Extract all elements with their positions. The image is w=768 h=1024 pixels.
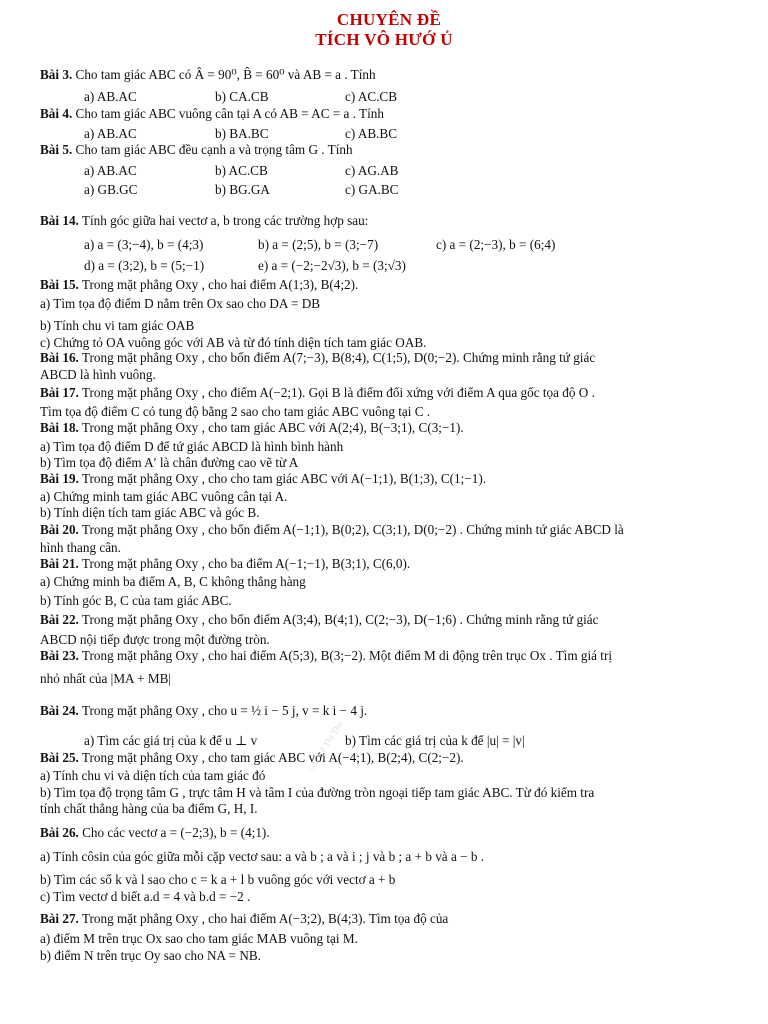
exercise-text: b) Tìm tọa độ trọng tâm G , trực tâm H và tâm I của đường tròn ngoại tiếp tam giác ABC. Từ đó kiểm tra [40,785,595,800]
exercise-label: Bài 20. [40,522,79,537]
exercise-line [40,825,740,841]
exercise-line [40,648,740,664]
exercise-text: ABCD nội tiếp được trong một đường tròn. [40,632,270,647]
exercise-line [84,258,768,274]
exercise-label: Bài 19. [40,471,79,486]
exercise-line [40,593,740,609]
exercise-line [40,455,740,471]
exercise-line [40,574,740,590]
exercise-label: Bài 21. [40,556,79,571]
exercise-line [84,163,768,179]
exercise-line [40,556,740,572]
exercise-option-b: b) BA.BC [215,126,269,141]
exercise-text: Trong mặt phẳng Oxy , cho ba điểm A(−1;−1), B(3;1), C(6,0). [78,556,411,571]
exercise-label: Bài 5. [40,142,73,157]
exercise-text: a) Tính côsin của góc giữa mỗi cặp vectơ sau: a và b ; a và i ; j và b ; a + b và a − b . [40,849,485,864]
exercise-line [40,872,740,888]
exercise-text: Cho tam giác ABC vuông cân tại A có AB = AC = a . Tính [72,106,384,121]
exercise-text: b) Tính diện tích tam giác ABC và góc B. [40,505,260,520]
exercise-option-c: c) a = (2;−3), b = (6;4) [436,237,556,252]
exercise-line [40,911,740,927]
exercise-text: b) Tìm tọa độ điểm A′ là chân đường cao vẽ từ A [40,455,299,470]
exercise-text: a) AB.AC [84,163,137,178]
exercise-option-b: b) AC.CB [215,163,268,178]
exercise-text: Trong mặt phẳng Oxy , cho bốn điểm A(3;4), B(4;1), C(2;−3), D(−1;6) . Chứng minh rằng tứ giác [78,612,599,627]
exercise-line [40,522,740,538]
exercise-text: Tìm tọa độ điểm C có tung độ bằng 2 sao cho tam giác ABC vuông tại C . [40,404,431,419]
exercise-line [40,931,740,947]
exercise-line [40,350,740,366]
exercise-line [40,385,740,401]
exercise-label: Bài 17. [40,385,79,400]
exercise-option-c: c) AG.AB [345,163,399,178]
exercise-line [40,420,740,436]
exercise-text: b) Tính chu vi tam giác OAB [40,318,195,333]
exercise-label: Bài 14. [40,213,79,228]
exercise-text: Trong mặt phẳng Oxy , cho cho tam giác ABC với A(−1;1), B(1;3), C(1;−1). [78,471,487,486]
document-title-line1: CHUYÊN ĐỀ [336,10,442,29]
exercise-text: a) a = (3;−4), b = (4;3) [84,237,204,252]
exercise-line [40,948,740,964]
exercise-label: Bài 22. [40,612,79,627]
exercise-option-c: c) AC.CB [345,89,398,104]
exercise-text: c) Tìm vectơ d biết a.d = 4 và b.d = −2 . [40,889,251,904]
exercise-option-b: b) BG.GA [215,182,270,197]
exercise-text: a) điểm M trên trục Ox sao cho tam giác MAB vuông tại M. [40,931,358,946]
exercise-text: Trong mặt phẳng Oxy , cho hai điểm A(1;3), B(4;2). [78,277,359,292]
exercise-label: Bài 16. [40,350,79,365]
exercise-text: a) GB.GC [84,182,138,197]
exercise-line [84,182,768,198]
exercise-text: hình thang cân. [40,540,121,555]
exercise-text: Trong mặt phẳng Oxy , cho hai điểm A(−3;2), B(4;3). Tìm tọa độ của [78,911,449,926]
exercise-text: Trong mặt phẳng Oxy , cho tam giác ABC với A(2;4), B(−3;1), C(3;−1). [78,420,464,435]
exercise-text: Trong mặt phẳng Oxy , cho bốn điểm A(7;−3), B(8;4), C(1;5), D(0;−2). Chứng minh rằng tứ giác [78,350,596,365]
exercise-line [40,889,740,905]
exercise-option-c: c) AB.BC [345,126,398,141]
exercise-line [40,404,740,420]
exercise-text: Trong mặt phẳng Oxy , cho bốn điểm A(−1;1), B(0;2), C(3;1), D(0;−2) . Chứng minh tứ giác ABCD là [78,522,624,537]
exercise-text: d) a = (3;2), b = (5;−1) [84,258,205,273]
exercise-text: b) Tìm các số k và l sao cho c = k a + l b vuông góc với vectơ a + b [40,872,396,887]
watermark: GV: Lê Thị Thu [305,718,345,774]
exercise-line [40,703,740,719]
exercise-text: a) AB.AC [84,126,137,141]
exercise-line [40,106,740,122]
exercise-text: a) Tìm tọa độ điểm D để tứ giác ABCD là hình bình hành [40,439,344,454]
exercise-option-b: b) CA.CB [215,89,269,104]
exercise-label: Bài 4. [40,106,73,121]
exercise-label: Bài 25. [40,750,79,765]
exercise-line [40,801,740,817]
exercise-option-b: e) a = (−2;−2√3), b = (3;√3) [258,258,406,273]
exercise-text: ABCD là hình vuông. [40,367,156,382]
exercise-label: Bài 24. [40,703,79,718]
exercise-text: b) Tính góc B, C của tam giác ABC. [40,593,232,608]
exercise-line [40,439,740,455]
exercise-label: Bài 26. [40,825,79,840]
exercise-text: nhỏ nhất của |MA + MB| [40,671,172,686]
exercise-line [40,142,740,158]
exercise-label: Bài 27. [40,911,79,926]
exercise-line [40,277,740,293]
exercise-text: Trong mặt phẳng Oxy , cho tam giác ABC với A(−4;1), B(2;4), C(2;−2). [78,750,464,765]
exercise-label: Bài 18. [40,420,79,435]
exercise-line [40,489,740,505]
exercise-option-b: b) Tìm các giá trị của k để |u| = |v| [345,733,525,748]
exercise-line [40,213,740,229]
exercise-line [40,367,740,383]
exercise-text: a) AB.AC [84,89,137,104]
exercise-line [40,849,740,865]
exercise-line [40,296,740,312]
exercise-text: Cho tam giác ABC có Â = 90⁰, B̂ = 60⁰ và AB = a . Tính [72,67,376,82]
exercise-text: a) Tính chu vi và diện tích của tam giác đó [40,768,266,783]
exercise-label: Bài 3. [40,67,73,82]
exercise-line [40,671,740,687]
exercise-text: Tính góc giữa hai vectơ a, b trong các trường hợp sau: [78,213,369,228]
exercise-option-c: c) GA.BC [345,182,399,197]
exercise-text: tính chất thẳng hàng của ba điểm G, H, I. [40,801,258,816]
exercise-line [40,785,740,801]
exercise-line [84,89,768,105]
exercise-text: a) Chứng minh tam giác ABC vuông cân tại A. [40,489,288,504]
exercise-text: a) Tìm các giá trị của k để u ⊥ v [84,733,258,748]
exercise-text: Trong mặt phẳng Oxy , cho điểm A(−2;1). Gọi B là điểm đối xứng với điểm A qua gốc tọa độ O . [78,385,595,400]
exercise-line [40,768,740,784]
exercise-line [40,540,740,556]
document-title-line2: TÍCH VÔ HƯỚ Ủ [315,30,453,49]
exercise-text: b) điểm N trên trục Oy sao cho NA = NB. [40,948,261,963]
exercise-line [40,67,740,83]
exercise-line [40,750,740,766]
exercise-line [40,632,740,648]
exercise-label: Bài 23. [40,648,79,663]
exercise-option-b: b) a = (2;5), b = (3;−7) [258,237,379,252]
exercise-line [40,335,740,351]
exercise-line [40,471,740,487]
exercise-text: Trong mặt phẳng Oxy , cho hai điểm A(5;3), B(3;−2). Một điểm M di động trên trục Ox . Tìm giá trị [78,648,613,663]
exercise-text: Cho các vectơ a = (−2;3), b = (4;1). [78,825,270,840]
exercise-text: Cho tam giác ABC đều cạnh a và trọng tâm G . Tính [72,142,353,157]
exercise-line [40,612,740,628]
exercise-line [40,505,740,521]
exercise-text: Trong mặt phẳng Oxy , cho u = ½ i − 5 j, v = k i − 4 j. [78,703,368,718]
exercise-label: Bài 15. [40,277,79,292]
exercise-line [84,126,768,142]
exercise-line [40,318,740,334]
exercise-text: c) Chứng tỏ OA vuông góc với AB và từ đó tính diện tích tam giác OAB. [40,335,427,350]
exercise-line [84,237,768,253]
exercise-text: a) Tìm tọa độ điểm D nằm trên Ox sao cho DA = DB [40,296,321,311]
exercise-text: a) Chứng minh ba điểm A, B, C không thẳng hàng [40,574,306,589]
